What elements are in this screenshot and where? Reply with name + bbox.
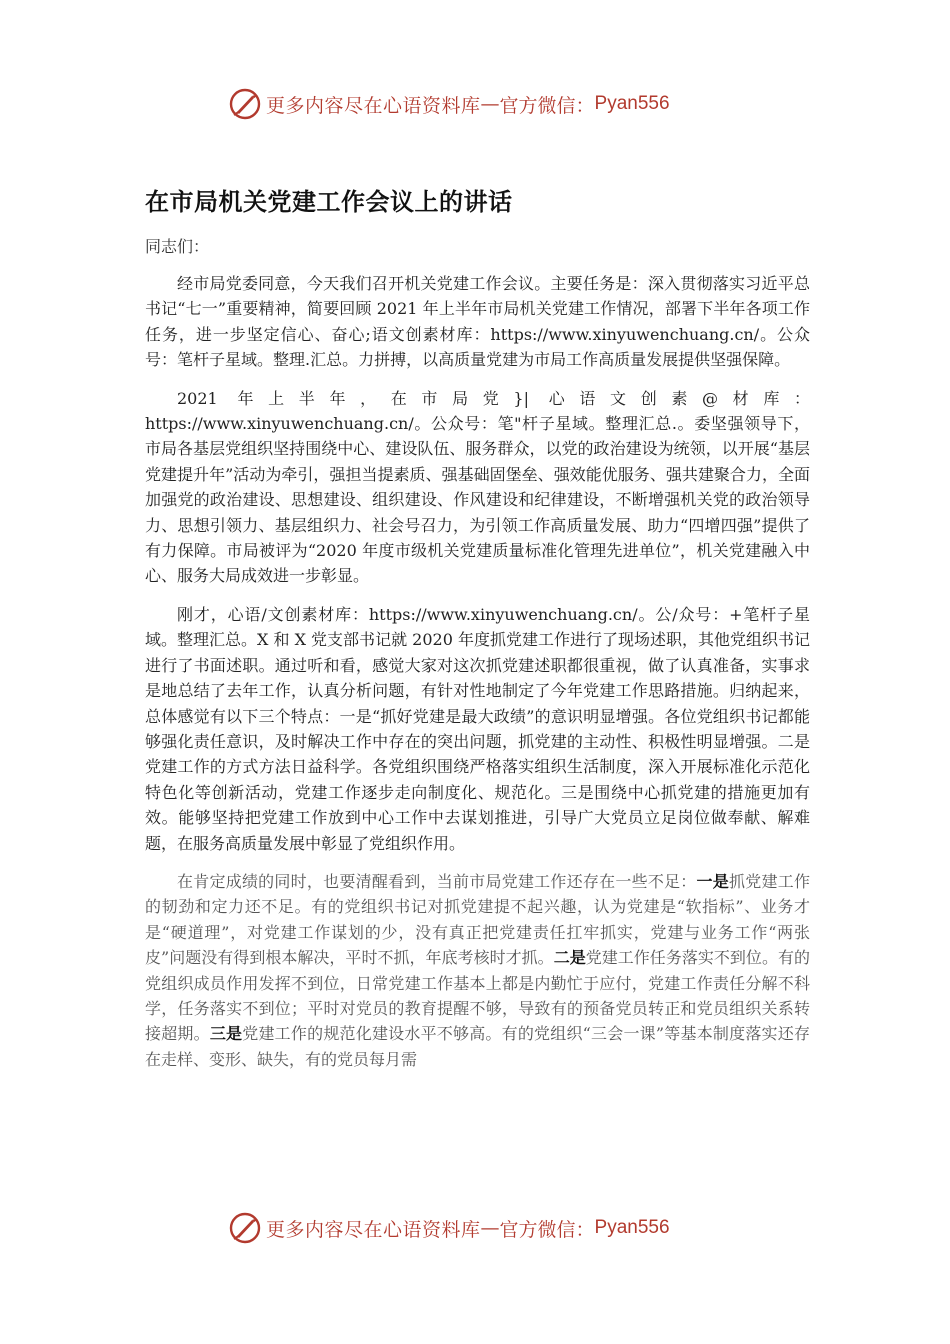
point-1-text: 抓党建工作的韧劲和定力还不足。有的党组织书记对抓党建提不起兴趣，认为党建是“软指标”、业务才是“硬道理”，对党建工作谋划的少，没有真正把党建责任扛牢抓实，党建与业务工作“两张皮”问题没有得到根本解决，平时不抓，年底考核时才抓。 bbox=[145, 871, 810, 968]
banner-contact-label: 官方微信： bbox=[499, 1218, 595, 1241]
banner-text: 更多内容尽在心语资料库 bbox=[266, 1218, 481, 1241]
footer-watermark-banner bbox=[228, 1208, 670, 1248]
page-title: 在市局机关党建工作会议上的讲话 bbox=[145, 188, 513, 216]
point-3-text: 党建工作的规范化建设水平不够高。有的党组织“三会一课”等基本制度落实还存在走样、变形、缺失，有的党员每月需 bbox=[145, 1024, 810, 1069]
banner-separator: — bbox=[480, 1217, 500, 1239]
document-body bbox=[145, 170, 810, 1085]
banner-contact-id: Pyan556 bbox=[594, 93, 670, 114]
banner-contact-id: Pyan556 bbox=[594, 1217, 670, 1238]
paragraph-3: 刚才，心语/文创素材库：https://www.xinyuwenchuang.cn/。公/众号：+笔杆子星域。整理汇总。X 和 X 党支部书记就 2020 年度抓党建工作进行了现场述职，其他党组织书记进行了书面述职。通过听和看，感觉大家对这次抓党建述职都很重视，做了认真准备，实事求是地总结了去年工作，认真分析问题，有针对性地制定了今年党建工作思路措施。归纳起来，总体感觉有以下三个特点：一是“抓好党建是最大政绩”的意识明显增强。各位党组织书记都能够强化责任意识，及时解决工作中存在的突出问题，抓党建的主动性、积极性明显增强。二是党建工作的方式方法日益科学。各党组织围绕严格落实组织生活制度，深入开展标准化示范化特色化等创新活动，党建工作逐步走向制度化、规范化。三是围绕中心抓党建的措施更加有效。能够坚持把党建工作放到中心工作中去谋划推进，引导广大党员立足岗位做奉献、解难题，在服务高质量发展中彰显了党组织作用。 bbox=[145, 604, 810, 853]
paragraph-4 bbox=[145, 869, 810, 1072]
paragraph-2: 2021 年上半年，在市局党}| 心语文创素@材库：https://www.xinyuwenchuang.cn/。公众号：笔"杆子星域。整理汇总.。委坚强领导下，市局各基层党组织坚持围绕中心、建设队伍、服务群众，以党的政治建设为统领，以开展“基层党建提升年”活动为牵引，强担当提素质、强基础固堡垒、强效能优服务、强共建聚合力，全面加强党的政治建设、思想建设、组织建设、作风建设和纪律建设，不断增强机关党的政治领导力、思想引领力、基层组织力、社会号召力，为引领工作高质量发展、助力“四增四强”提供了有力保障。市局被评为“2020 年度市级机关党建质量标准化管理先进单位”，机关党建融入中心、服务大局成效进一步彰显。 bbox=[145, 388, 810, 586]
paragraph-1: 经市局党委同意，今天我们召开机关党建工作会议。主要任务是：深入贯彻落实习近平总书记“七一”重要精神，简要回顾 2021 年上半年市局机关党建工作情况，部署下半年各项工作任务，进一步坚定信心、奋心;语文创素材库：https://www.xinyuwenchuang.cn/。公众号：笔杆子星域。整理.汇总。力拼搏，以高质量党建为市局工作高质量发展提供坚强保障。 bbox=[145, 274, 810, 370]
banner-text: 更多内容尽在心语资料库 bbox=[266, 94, 481, 117]
banner-contact-label: 官方微信： bbox=[499, 94, 595, 117]
header-watermark-banner bbox=[228, 84, 670, 124]
point-3-label: 三是 bbox=[209, 1024, 243, 1044]
quill-pen-logo-icon bbox=[228, 1211, 262, 1245]
point-1-label: 一是 bbox=[696, 871, 730, 891]
point-2-label: 二是 bbox=[553, 948, 586, 968]
point-2-text: 党建工作任务落实不到位。有的党组织成员作用发挥不到位，日常党建工作基本上都是内勤忙于应付，党建工作责任分解不科学，任务落实不到位；平时对党员的教育提醒不够，导致有的预备党员转正和党员组织关系转接超期。 bbox=[145, 948, 810, 1044]
paragraph-4-intro: 在肯定成绩的同时，也要清醒看到，当前市局党建工作还存在一些不足： bbox=[177, 871, 697, 891]
banner-separator: — bbox=[480, 93, 500, 115]
quill-pen-logo-icon bbox=[228, 87, 262, 121]
salutation: 同志们： bbox=[145, 237, 210, 256]
